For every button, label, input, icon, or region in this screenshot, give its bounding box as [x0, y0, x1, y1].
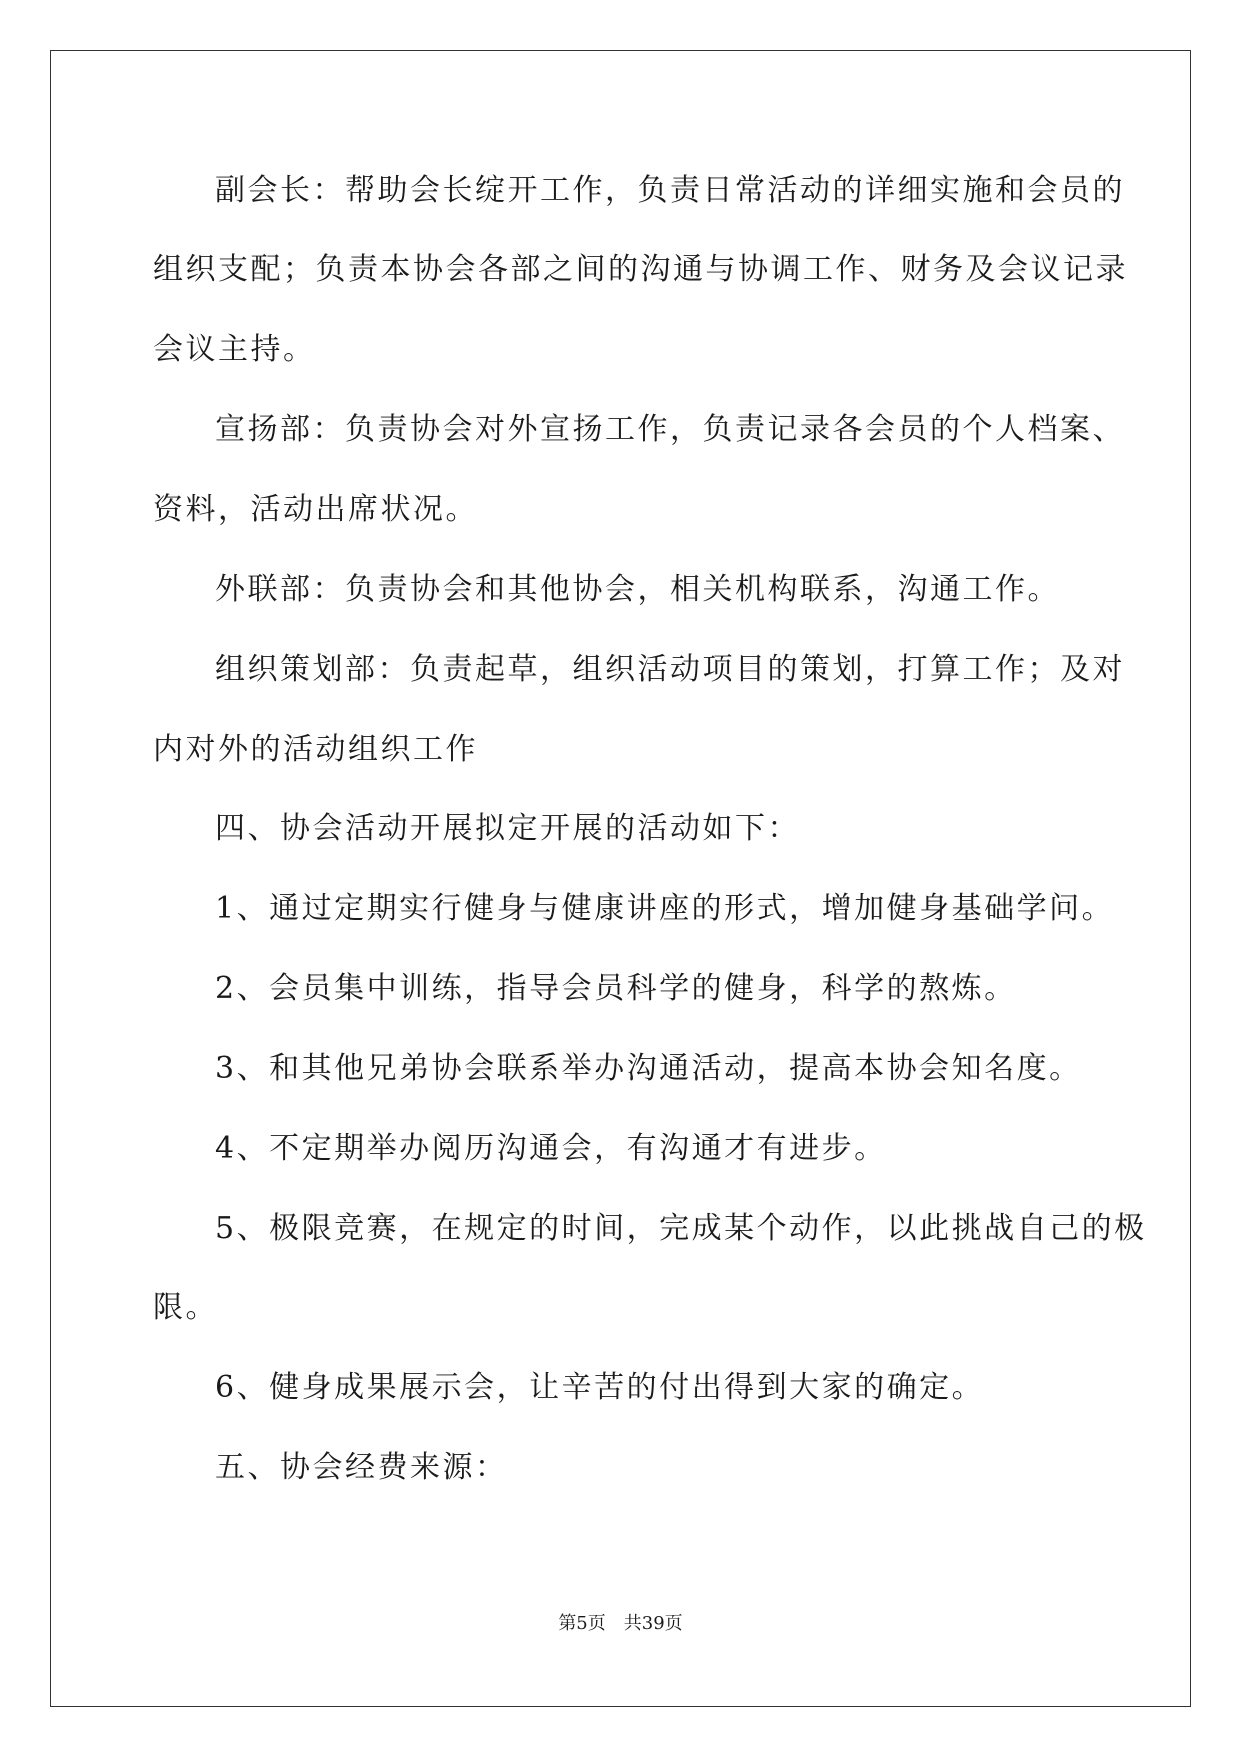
paragraph-line: 副会长：帮助会长绽开工作，负责日常活动的详细实施和会员的 — [215, 173, 1125, 208]
list-item-continuation: 限。 — [153, 1290, 218, 1325]
section-heading: 五、协会经费来源： — [215, 1450, 508, 1485]
paragraph-line: 内对外的活动组织工作 — [153, 732, 478, 767]
page-total: 共39页 — [623, 1613, 683, 1634]
list-item: 2、会员集中训练，指导会员科学的健身，科学的熬炼。 — [215, 971, 1017, 1006]
section-heading: 四、协会活动开展拟定开展的活动如下： — [215, 811, 800, 846]
list-item: 5、极限竞赛，在规定的时间，完成某个动作，以此挑战自己的极 — [215, 1211, 1147, 1246]
list-item: 1、通过定期实行健身与健康讲座的形式，增加健身基础学问。 — [215, 891, 1115, 926]
page-footer — [0, 1612, 1241, 1636]
list-item: 4、不定期举办阅历沟通会，有沟通才有进步。 — [215, 1131, 887, 1166]
list-item: 6、健身成果展示会，让辛苦的付出得到大家的确定。 — [215, 1370, 985, 1405]
paragraph-line: 外联部：负责协会和其他协会，相关机构联系，沟通工作。 — [215, 572, 1060, 607]
paragraph-line: 会议主持。 — [153, 332, 316, 367]
page-number: 第5页 — [558, 1613, 606, 1634]
paragraph-line: 资料，活动出席状况。 — [153, 492, 478, 527]
paragraph-line: 组织支配；负责本协会各部之间的沟通与协调工作、财务及会议记录 — [153, 252, 1128, 287]
paragraph-line: 组织策划部：负责起草，组织活动项目的策划，打算工作；及对 — [215, 652, 1125, 687]
paragraph-line: 宣扬部：负责协会对外宣扬工作，负责记录各会员的个人档案、 — [215, 412, 1125, 447]
list-item: 3、和其他兄弟协会联系举办沟通活动，提高本协会知名度。 — [215, 1051, 1082, 1086]
